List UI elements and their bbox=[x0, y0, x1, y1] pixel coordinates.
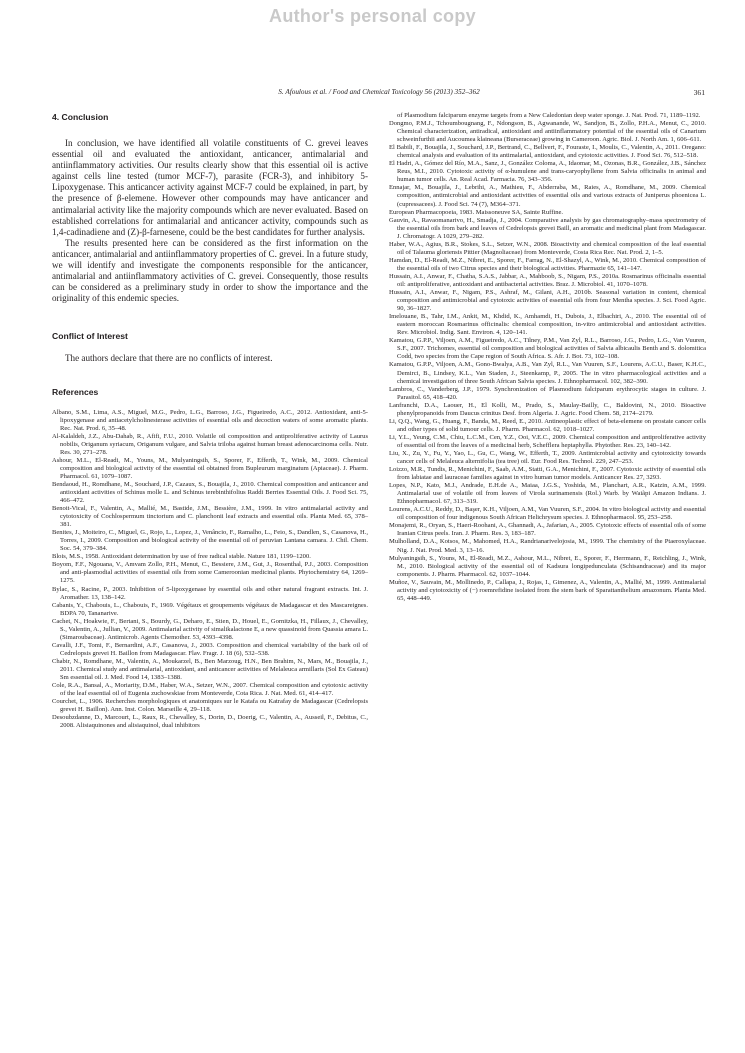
reference-list-right bbox=[389, 112, 706, 603]
reference-entry: Blois, M.S., 1958. Antioxidant determination by use of free radical stable. Nature 181, 1199–1200. bbox=[52, 553, 311, 561]
reference-entry: Muñoz, V., Sauvain, M., Mollinedo, P., Callapa, J., Rojas, I., Gimenez, A., Valentin, A., Mallié, M., 1999. Antimalarial activity and cytotoxicity of (−) roemrefidine isolated from the stem bark of Sparattanthelium amazonum. Planta Med. 65, 448–449. bbox=[389, 578, 706, 602]
reference-list-left bbox=[52, 409, 368, 731]
reference-entry: Al-Kalaldeh, J.Z., Abu-Dahab, R., Afifi, F.U., 2010. Volatile oil composition and antiproliferative activity of Laurus nobilis, Origanum syriacum, Origanum vulgare, and Salvia triloba against human breast adenocarcinoma cells. Nutr. Res. 30, 271–278. bbox=[52, 432, 368, 456]
reference-entry: Imelouane, B., Tahr, I.M., Ankit, M., Khdid, K., Amhamdi, H., Dubois, J., Elbachiri, A., 2010. The essential oil of eastern moroccan Rosmarinus officinalis: chemical composition, in-vitro antimicrobial and antioxidant activities. Rev. Microbiol. Indig. Sant. Environ. 4, 120–141. bbox=[389, 313, 706, 337]
reference-entry: Hamdan, D., El-Readi, M.Z., Nibret, E., Sporer, F., Farrag, N., El-Shazyl, A., Wink, M., 2010. Chemical composition of the essential oils of two Citrus species and their biological activities. Pharmazie 65, 141–147. bbox=[389, 256, 706, 272]
reference-entry: Lambros, C., Vanderberg, J.P., 1979. Synchronization of Plasmodium falciparum erythrocytic stages in culture. J. Parasitol. 65, 418–420. bbox=[389, 385, 706, 401]
reference-entry: Benoit-Vical, F., Valentin, A., Mallié, M., Bastide, J.M., Bessière, J.M., 1999. In vitro antimalarial activity and cytotoxicity of Cochlospermum tinctorium and C. planchonii leaf extracts and essential oils. Planta Med. 65, 378–381. bbox=[52, 505, 368, 529]
reference-entry: Lourens, A.C.U., Reddy, D., Başer, K.H., Viljoen, A.M., Van Vuuren, S.F., 2004. In vitro biological activity and essential oil composition of four indigenous South African Helichrysum species. J. Ethnopharmacol. 95, 253–258. bbox=[389, 506, 706, 522]
reference-entry: Hussain, A.I., Anwar, F., Chatha, S.A.S., Jabbar, A., Mahboob, S., Nigam, P.S., 2010a. Rosmarinus officinalis essential oil: antiproliferative, antioxidant and antibacterial activities. Braz. J. Microbiol. 41, 1070–1078. bbox=[389, 272, 706, 288]
conflict-heading: Conflict of Interest bbox=[52, 331, 128, 342]
reference-entry: Benites, J., Moiteiro, C., Miguel, G., Rojo, L., Lopez, J., Venâncio, F., Ramalho, L., Feio, S., Dandlen, S., Casanova, H., Torres, I., 2009. Composition and biological activity of the essential oil of peruvian Lantana camara. J. Chil. Chem. Soc. 54, 379–384. bbox=[52, 529, 368, 553]
reference-entry: Haber, W.A., Agius, B.R., Stokes, S.L., Setzer, W.N., 2008. Bioactivity and chemical composition of the leaf essential oil of Talauma gloriensis Pittier (Magnoliaceae) from Monteverde, Costa Rica Rec. Nat. Prod. 2, 1–5. bbox=[389, 240, 706, 256]
conflict-statement: The authors declare that there are no conflicts of interest. bbox=[65, 353, 273, 364]
references-heading: References bbox=[52, 386, 99, 397]
reference-entry: Monajemi, R., Oryan, S., Haeri-Roohani, A., Ghannadi, A., Jafarian, A., 2005. Cytotoxic effects of essential oils of some Iranian Citrus peels. Iran. J. Pharm. Res. 3, 183–187. bbox=[389, 522, 706, 538]
reference-entry: Ashour, M.L., El-Readi, M., Youns, M., Mulyaningsih, S., Sporer, F., Efferth, T., Wink, M., 2009. Chemical composition and biological activity of the essential oil obtained from Bupleurum marginatum (Apiaceae). J. Pharm. Pharmacol. 61, 1079–1087. bbox=[52, 456, 368, 480]
reference-entry: Gauvin, A., Ravaomanarivo, H., Smadja, J., 2004. Comparative analysis by gas chromatography–mass spectrometry of the essential oils from bark and leaves of Cedrelopsis grevei Baill, an aromatic and medicinal plant from Madagascar. J. Chromatogr. A 1029, 279–282. bbox=[389, 216, 706, 240]
reference-entry: El Hadri, A., Gómez del Río, M.A., Sanz, J., González Coloma, A., Idaomar, M., Ozonas, B.R., González, J.B., Sánchez Reus, M.I., 2010. Cytotoxic activity of α-humulene and trans-caryophyllene from Salvia officinalis in animal and human tumor cells. An. Real Acad. Farmacia. 76, 343–356. bbox=[389, 160, 706, 184]
page-number: 361 bbox=[693, 88, 705, 97]
watermark: Author's personal copy bbox=[269, 6, 476, 26]
reference-entry: European Pharmacopoeia, 1983. Maissoneuve SA, Sainte Ruffine. bbox=[389, 208, 564, 216]
reference-entry: Desoubzdanne, D., Marcourt, L., Raux, R., Chevalley, S., Dorin, D., Doerig, C., Valentin, A., Ausseil, F., Debitus, C., 2008. Alisiaquinones and alisiaquinol, dual inhibitors bbox=[52, 714, 368, 730]
reference-entry: Bendaoud, H., Romdhane, M., Souchard, J.P., Cazaux, S., Bouajila, J., 2010. Chemical composition and anticancer and antioxidant activities of Schinus molle L. and Schinus terebinthifolius Raddi Berries Essential Oils. J. Food Sci. 75, 466–472. bbox=[52, 480, 368, 505]
conclusion-paragraph-1: In conclusion, we have identified all volatile constituents of C. grevei leaves essential oil and evaluated the antioxidant, anticancer, antimalarial and antiinflammatory activities. Our results clearly show that this essential oil is active against cells line tested (tumor MCF-7), parasite (FCR-3), and inhibitory 5-Lipoxygenase. This anticancer activity against MCF-7 could be explained, in part, by the presence of β-elemene. However other compounds may have anticancer and antimalarial activity like the majority compounds which are never evaluated. Based on established correlations for antimalarial and anticancer activity, compounds such as 1,4-cadinadiene and (Z)-β-farnesene, could be the best candidates for further analysis. bbox=[52, 138, 368, 237]
reference-entry: Bylac, S., Racine, P., 2003. Inhibition of 5-lipoxygenase by essential oils and other natural fragrant extracts. Int. J. Aromather. 13, 138–142. bbox=[52, 585, 368, 601]
left-column bbox=[52, 112, 368, 730]
reference-entry: Cachet, N., Hoakwie, F., Bertani, S., Bourdy, G., Deharo, E., Stien, D., Houel, E., Gornitzka, H., Fillaux, J., Chevalley, S., Valentin, A., Jullian, V., 2009. Antimalarial activity of simalikalactone E, a new quassinoid from Quassia amara L. (Simaroubaceae). Antimicrob. Agents Chemother. 53, 4393–4398. bbox=[52, 617, 369, 641]
reference-entry: Boyom, F.F., Ngouana, V., Amvam Zollo, P.H., Menut, C., Bessiere, J.M., Gut, J., Rosenthal, P.J., 2003. Composition and anti-plasmodial activities of essential oils from some Cameroonian medicinal plants. Phytochemistry 64, 1269–1275. bbox=[52, 561, 368, 585]
reference-entry: of Plasmodium falciparum enzyme targets from a New Caledonian deep water sponge. J. Nat. Prod. 71, 1189–1192. bbox=[397, 112, 701, 119]
conclusion-heading: 4. Conclusion bbox=[52, 112, 109, 122]
reference-entry: El Babili, F., Bouajila, J., Souchard, J.P., Bertrand, C., Bellvert, F., Fouraste, I., Moulis, C., Valentin, A., 2011. Oregano: chemical analysis and evaluation of its antimalarial, antioxidant, and cytotoxic activities. J. Food Sci. 76, 512–518. bbox=[389, 144, 706, 160]
reference-entry: Lanfranchi, D.A., Laouer, H., El Kolli, M., Prado, S., Maulay-Bailly, C., Baldovini, N., 2010. Bioactive phenylpropanoids from Daucus crinitus Desf. from Algeria. J. Agric. Food Chem. 58, 2174–2179. bbox=[389, 401, 706, 417]
reference-entry: Chabir, N., Romdhane, M., Valentin, A., Moukarzel, B., Ben Marzoug, H.N., Ben Brahim, N., Mars, M., Bouajila, J., 2011. Chemical study and antimalarial, antioxidant, and anticancer activities of Melaleuca armillaris (Sol Ex Gateau) Sm essential oil. J. Med. Food 14, 1383–1388. bbox=[52, 657, 368, 682]
reference-entry: Li, Y.L., Yeung, C.M., Chiu, L.C.M., Cen, Y.Z., Ooi, V.E.C., 2009. Chemical composition and antiproliferative activity of essential oil from the leaves of a medicinal herb, Schefflera heptaphylla. Phytother. Res. 23, 140–142. bbox=[389, 433, 706, 449]
reference-entry: Courchet, L., 1906. Recherches morphologiques et anatomiques sur le Katafa ou Katrafay de Madagascar (Cedrelopsis grevei H. Baillon). Ann. Inst. Colon. Marseille 4, 29–118. bbox=[52, 698, 368, 714]
reference-entry: Li, Q.Q., Wang, G., Huang, F., Banda, M., Reed, E., 2010. Antineoplastic effect of beta-elemene on prostate cancer cells and other types of solid tumour cells. J. Pharm. Pharmacol. 62, 1018–1027. bbox=[389, 417, 706, 433]
right-column bbox=[389, 112, 706, 603]
reference-entry: Hussain, A.I., Anwar, F., Nigam, P.S., Ashraf, M., Gilani, A.H., 2010b. Seasonal variation in content, chemical composition and antimicrobial and cytotoxic activities of essential oils from four Mentha species. J. Sci. Food Agric. 90, 36–1827. bbox=[389, 289, 706, 313]
reference-entry: Dongmo, P.M.J., Tchoumbougnang, F., Ndongson, B., Agwanande, W., Sandjon, B., Zollo, P.H.A., Menut, C., 2010. Chemical characterization, antiradical, antioxidant and antiinflammatory potential of the essential oils of Canarium schweinfurthii and Aucoumea klaineana (Burseraceae) growing in Cameroon. Agric. Biol. J. North Am. 1, 606–611. bbox=[389, 120, 706, 144]
reference-entry: Mulyaningsih, S., Youns, M., El-Readi, M.Z., Ashour, M.L., Nibret, E., Sporer, F., Herrmann, F., Reichling, J., Wink, M., 2010. Biological activity of the essential oil of Kadsura longipedunculata (Schisandraceae) and its major components. J. Pharm. Pharmacol. 62, 1037–1044. bbox=[389, 554, 706, 578]
reference-entry: Cabanis, Y., Chabouis, L., Chabouis, F., 1969. Végétaux et groupements végétaux de Madagascar et des Mascareignes. BDPA 70, Tananarive. bbox=[52, 601, 368, 617]
reference-entry: Ennajar, M., Bouajila, J., Lebrihi, A., Mathieu, F., Abderraba, M., Raies, A., Romdhane, M., 2009. Chemical composition, antimicrobial and antioxidant activities of essential oils and various extracts of Juniperus phoenicea L. (cupressacees). J. Food Sci. 74 (7), M364–371. bbox=[389, 184, 706, 208]
reference-entry: Cavalli, J.F., Tomi, F., Bernardini, A.F., Casanova, J., 2003. Composition and chemical variability of the bark oil of Cedrelopsis grevei H. Baillon from Madagascar. Flav. Fragr. J. 18 (6), 532–538. bbox=[52, 641, 368, 657]
reference-entry: Lopes, N.P., Kato, M.J., Andrade, E.H.de A., Maiaa, J.G.S., Yoshida, M., Planchart, A.R., Katzin, A.M., 1999. Antimalarial use of volatile oil from leaves of Virola surinamensis (Rol.) Warb. by Waiãpi Amazon Indians. J. Ethnopharmacol. 67, 313–319. bbox=[389, 482, 706, 506]
reference-entry: Liu, X., Zu, Y., Fu, Y., Yao, L., Gu, C., Wang, W., Efferth, T., 2009. Antimicrobial activity and cytotoxicity towards cancer cells of Melaleuca alternifolia (tea tree) oil. Eur. Food Res. Technol. 229, 247–253. bbox=[389, 449, 706, 466]
reference-entry: Kamatou, G.P.P., Viljoen, A.M., Figueiredo, A.C., Tilney, P.M., Van Zyl, R.L., Barroso, J.G., Pedro, L.G., Van Vuuren, S.F., 2007. Trichomes, essential oil composition and biological activities of Salvia albicaulis Benth and S. dolomitica Codd, two species from the Cape region of South Africa. S. Afr. J. Bot. 73, 102–108. bbox=[389, 337, 706, 361]
conclusion-paragraph-2: The results presented here can be considered as the first information on the anticancer, antimalarial and antiinflammatory properties of C. grevei. In a future study, we will identify and investigate the components responsible for the anticancer, antimalarial and antiinflammatory activities of C. grevei. Consequently, those results can be considered as a preliminary study in order to show the importance and the originality of this endemic species. bbox=[52, 237, 368, 304]
reference-entry: Albano, S.M., Lima, A.S., Miguel, M.G., Pedro, L.G., Barroso, J.G., Figueiredo, A.C., 2012. Antioxidant, anti-5-lipoxygenase and antiacetylcholinesterase activities of essential oils and decoction waters of some aromatic plants. Rec. Nat. Prod. 6, 35–48. bbox=[52, 408, 368, 432]
reference-entry: Kamatou, G.P.P., Viljoen, A.M., Gono-Bwalya, A.B., Van Zyl, R.L., Van Vuuren, S.F., Lourens, A.C.U., Baser, K.H.C., Demirci, B., Lindsey, K.L., Van Staden, J., Steenkamp, P., 2005. The in vitro pharmacological activities and a chemical investigation of three South African Salvia species. J. Ethnopharmacol. 102, 382–390. bbox=[389, 361, 706, 385]
reference-entry: Cole, R.A., Bansal, A., Moriarity, D.M., Haber, W.A., Setzer, W.N., 2007. Chemical composition and cytotoxic activity of the leaf essential oil of Eugenia zuchowskiae from Monteverde, Cota Rica. J. Nat. Med. 61, 414–417. bbox=[52, 682, 368, 698]
running-head: S. Afoulous et al. / Food and Chemical Toxicology 56 (2013) 352–362 bbox=[278, 88, 480, 96]
reference-entry: Mulholland, D.A., Kotsos, M., Mahomed, H.A., Randrianarivelojosia, M., 1999. The chemistry of the Ptaeroxylaceae. Nig. J. Nat. Prod. Med. 3, 13–16. bbox=[389, 538, 706, 554]
reference-entry: Loizzo, M.R., Tundis, R., Menichini, F., Saab, A.M., Statti, G.A., Menichini, F., 2007. Cytotoxic activity of essential oils from labiatae and lauraceae families against in vitro human tumor models. Anticancer Res. 27, 3293. bbox=[389, 466, 706, 482]
